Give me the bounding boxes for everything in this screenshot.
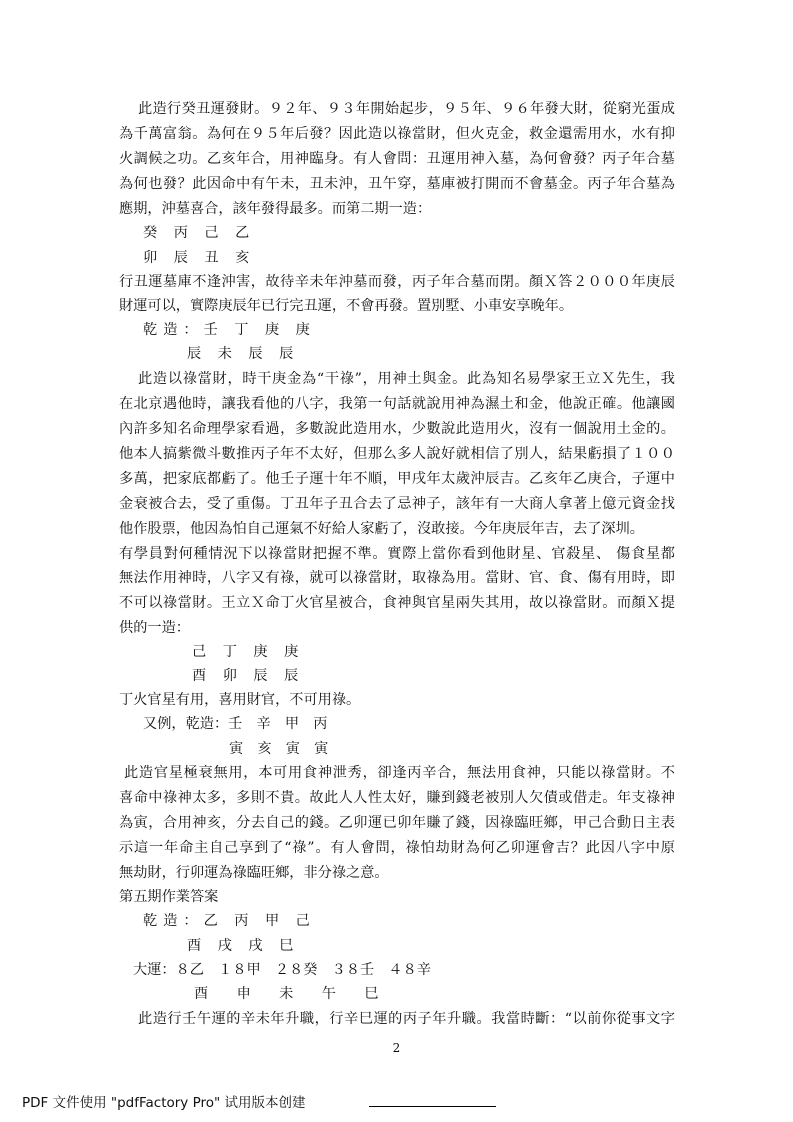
paragraph-line: 無法作用神時，八字又有祿，就可以祿當財，取祿為用。當財、官、食、傷有用時，即 — [119, 570, 675, 586]
paragraph-line: 內許多知名命理學家看過，多數說此造用水，少數說此造用火，沒有一個說用土金的。 — [119, 421, 675, 437]
paragraph-line: 此造行癸丑運發財。９２年、９３年開始起步，９５年、９６年發大財，從窮光蛋成 — [138, 101, 675, 117]
footer-underline — [369, 1106, 496, 1107]
bazi-stems-row: 又例，乾造：壬 辛 甲 丙 — [143, 716, 328, 732]
pdf-footer-note: PDF 文件使用 "pdfFactory Pro" 试用版本创建 — [22, 1095, 306, 1111]
paragraph-line: 為何也發？此因命中有午未，丑未沖，丑午穿，墓庫被打開而不會墓金。丙子年合墓為 — [119, 176, 675, 192]
paragraph-line: 火調候之功。乙亥年合，用神臨身。有人會問：丑運用神入墓，為何會發？丙子年合墓 — [119, 151, 675, 167]
paragraph-line: 在北京遇他時，讓我看他的八字，我第一句話就說用神為濕土和金，他說正確。他讓國 — [119, 396, 675, 412]
paragraph-line: 無劫財，行卯運為祿臨旺鄉，非分祿之意。 — [119, 865, 389, 881]
dayun-branches-row: 酉 申 未 午 巳 — [194, 986, 379, 1002]
paragraph-line: 不可以祿當財。王立Ｘ命丁火官星被合，食神與官星兩失其用，故以祿當財。而顏Ｘ提 — [119, 595, 675, 611]
bazi-stems-row: 己 丁 庚 庚 — [192, 644, 305, 660]
bazi-branches-row: 寅 亥 寅 寅 — [229, 741, 329, 757]
page-number: 2 — [392, 1041, 401, 1055]
paragraph-line: 多萬，把家底都虧了。他壬子運十年不順，甲戌年太歲沖辰吉。乙亥年乙庚合，子運中 — [119, 471, 675, 487]
paragraph-line: 財運可以，實際庚辰年已行完丑運，不會再發。置別墅、小車安享晚年。 — [119, 298, 574, 314]
bazi-stems-row: 癸 丙 己 乙 — [143, 225, 256, 241]
bazi-stems-row: 乾造：壬 丁 庚 庚 — [143, 322, 316, 338]
paragraph-line: 他作股票，他因為怕自己運氣不好給人家虧了，沒敢接。今年庚辰年吉，去了深圳。 — [119, 521, 644, 537]
bazi-branches-row: 辰 未 辰 辰 — [187, 346, 300, 362]
paragraph-line: 為寅，合用神亥，分去自己的錢。乙卯運已卯年賺了錢，因祿臨旺鄉，甲己合動日主表 — [119, 815, 675, 831]
dayun-row: 大運：８乙 １８甲 ２８癸 ３８壬 ４８辛 — [133, 962, 431, 978]
paragraph-line: 供的一造： — [119, 620, 190, 636]
paragraph-line: 此造以祿當財，時干庚金為“干祿”，用神土與金。此為知名易學家王立Ｘ先生，我 — [138, 371, 675, 387]
paragraph-line: 此造官星極衰無用，本可用食神泄秀，卻逢丙辛合，無法用食神，只能以祿當財。不 — [124, 765, 675, 781]
paragraph-line: 喜命中祿神太多，多則不貴。故此人人性太好，賺到錢老被別人欠債或借走。年支祿神 — [119, 790, 675, 806]
bazi-branches-row: 卯 辰 丑 亥 — [143, 250, 256, 266]
bazi-branches-row: 酉 卯 辰 辰 — [192, 668, 305, 684]
paragraph-line: 行丑運墓庫不逢沖害，故待辛未年沖墓而發，丙子年合墓而閉。顏Ｘ答２０００年庚辰 — [119, 274, 675, 290]
paragraph-line: 示這一年命主自己享到了“祿”。有人會問，祿怕劫財為何乙卯運會吉？此因八字中原 — [119, 840, 675, 856]
paragraph-line: 他本人搞紫微斗數推丙子年不太好，但那么多人說好就相信了別人，結果虧損了１００ — [119, 446, 675, 462]
section-heading: 第五期作業答案 — [119, 889, 219, 905]
paragraph-line: 金衰被合去，受了重傷。丁丑年子丑合去了忌神子，該年有一大商人拿著上億元資金找 — [119, 496, 675, 512]
paragraph-line: 有學員對何種情況下以祿當財把握不準。實際上當你看到他財星、官殺星、 傷食星都 — [119, 546, 675, 562]
bazi-branches-row: 酉 戌 戌 巳 — [187, 938, 300, 954]
bazi-stems-row: 乾造：乙 丙 甲 己 — [143, 913, 316, 929]
paragraph-line: 此造行壬午運的辛未年升職，行辛巳運的丙子年升職。我當時斷：“以前你從事文字 — [138, 1011, 675, 1027]
paragraph-line: 為千萬富翁。為何在９５年后發？因此造以祿當財，但火克金，救金還需用水，水有抑 — [119, 126, 675, 142]
paragraph-line: 應期，沖墓喜合，該年發得最多。而第二期一造： — [119, 201, 432, 217]
paragraph-line: 丁火官星有用，喜用財官，不可用祿。 — [119, 692, 361, 708]
